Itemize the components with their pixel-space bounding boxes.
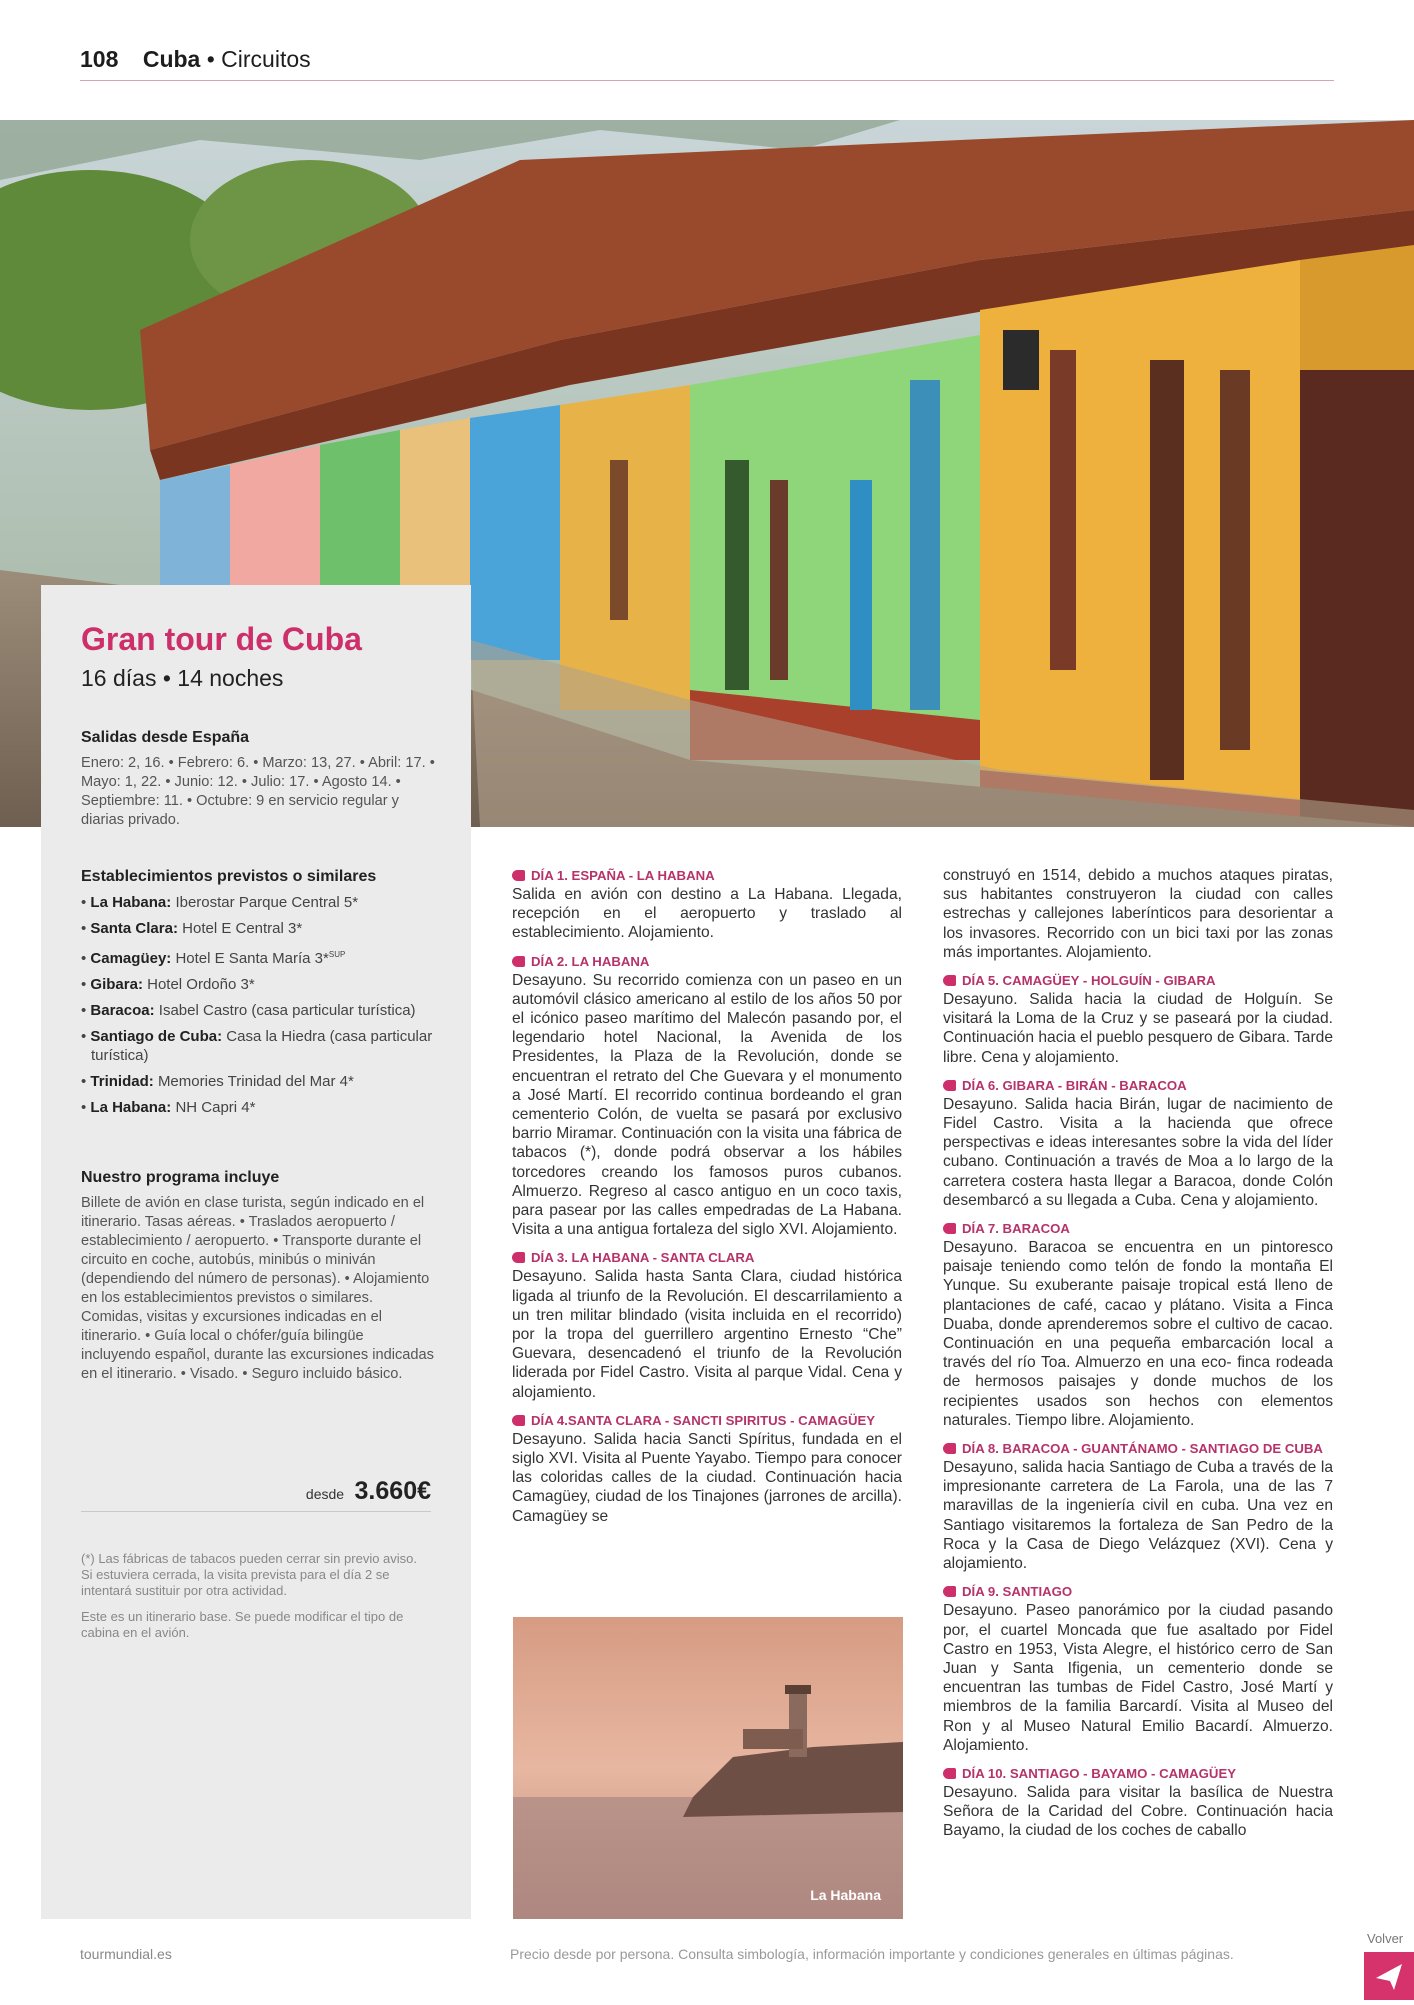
hotel-name: Hotel Ordoño 3* xyxy=(147,976,255,993)
hotel-name: Memories Trinidad del Mar 4* xyxy=(157,1073,354,1090)
havana-photo xyxy=(513,1617,903,1919)
hotel-city: Trinidad: xyxy=(90,1073,154,1090)
day-heading: DÍA 3. LA HABANA - SANTA CLARA xyxy=(512,1248,902,1267)
bullet-tag-icon xyxy=(512,870,525,881)
day-text: Desayuno, salida hacia Santiago de Cuba a través de la impresionante carretera de La Farola, una de las 7 maravillas de la ingeniería civil en cuba. Una vez en Santiago visitaremos la fortaleza de San Pedro de la Roca y la Casa de Diego Velázquez (XVI). Cena y alojamiento. xyxy=(943,1459,1333,1573)
hotels-heading: Establecimientos previstos o similares xyxy=(81,868,377,885)
hotel-city: Santiago de Cuba: xyxy=(90,1028,223,1045)
day-heading: DÍA 9. SANTIAGO xyxy=(943,1582,1333,1601)
itinerary-column-left xyxy=(512,866,902,1535)
price-value: 3.660€ xyxy=(354,1477,431,1505)
day-heading: DÍA 2. LA HABANA xyxy=(512,952,902,971)
morro-castle-illustration xyxy=(513,1617,903,1919)
hotel-name: Isabel Castro (casa particular turística) xyxy=(158,1002,416,1019)
itinerary-column-right xyxy=(943,866,1333,1850)
list-item: • La Habana: NH Capri 4* xyxy=(81,1099,256,1116)
footnote: (*) Las fábricas de tabacos pueden cerrar sin previo aviso. Si estuviera cerrada, la visita prevista para el día 2 se intentará sustituir por otra actividad. xyxy=(81,1551,418,1598)
departures-block xyxy=(81,729,436,830)
includes-block xyxy=(81,1169,436,1384)
tour-duration: 16 días • 14 noches xyxy=(81,665,284,691)
day-text: Desayuno. Salida para visitar la basílica de Nuestra Señora de la Caridad del Cobre. Continuación hacia Bayamo, la ciudad de los coches de caballo xyxy=(943,1783,1333,1840)
day-text: Desayuno. Baracoa se encuentra en un pintoresco paisaje teniendo como telón de fondo la montaña El Yunque. Su exuberante paisaje tropical está lleno de plantaciones de café, cacao y plátano. Visita a Finca Duaba, donde aprenderemos sobre el cultivo de cacao. Continuación en una pequeña embarcación local a través del río Toa. Almuerzo en una eco- finca rodeada de hermosos paisajes y donde muchos de los recipientes usados son hechos con elementos naturales. Tiempo libre. Alojamiento. xyxy=(943,1239,1333,1429)
list-item: • Camagüey: Hotel E Santa María 3*$^{SUP}$ xyxy=(81,950,346,967)
bullet-tag-icon xyxy=(943,1768,956,1779)
list-item: • Santa Clara: Hotel E Central 3* xyxy=(81,920,303,937)
hotel-sup: SUP xyxy=(328,950,346,959)
day-heading: DÍA 4.SANTA CLARA - SANCTI SPIRITUS - CAMAGÜEY xyxy=(512,1411,902,1430)
footnotes-block xyxy=(81,1551,431,1651)
hotel-city: La Habana: xyxy=(90,894,172,911)
header-country: Cuba xyxy=(142,46,201,72)
header-separator: • xyxy=(200,46,222,72)
back-button[interactable] xyxy=(1364,1952,1414,2000)
day-heading: DÍA 1. ESPAÑA - LA HABANA xyxy=(512,866,902,885)
bullet-tag-icon xyxy=(943,1443,956,1454)
hotel-list xyxy=(81,893,436,1117)
day-heading: DÍA 8. BARACOA - GUANTÁNAMO - SANTIAGO DE CUBA xyxy=(943,1439,1333,1458)
photo-caption: La Habana xyxy=(810,1887,881,1903)
footer-disclaimer: Precio desde por persona. Consulta simbología, información importante y condiciones generales en últimas páginas. xyxy=(510,1946,1234,1962)
hotels-block xyxy=(81,868,436,1124)
hotel-name: Iberostar Parque Central 5* xyxy=(175,894,359,911)
day-text: Desayuno. Salida hacia Birán, lugar de nacimiento de Fidel Castro. Visita a la hacienda que ofrece perspectivas e ideas interesantes sobre la vida del líder cubano. Continuación a través de Moa a lo largo de la carretera costera hasta llegar a Baracoa, donde Colón desembarcó a su llegada a Cuba. Cena y alojamiento. xyxy=(943,1095,1333,1209)
departures-text: Enero: 2, 16. • Febrero: 6. • Marzo: 13, 27. • Abril: 17. • Mayo: 1, 22. • Junio: 12. • Julio: 17. • Agosto 14. • Septiembre: 11. • Octubre: 9 en servicio regular y diarias privado. xyxy=(81,755,435,828)
day-text: Desayuno. Salida hacia Sancti Spíritus, fundada en el siglo XVI. Visita al Puente Yayabo. Tiempo para conocer las coloridas calles de la ciudad. Continuación hacia Camagüey, ciudad de los Tinajones (jarrones de arcilla). Camagüey se xyxy=(512,1430,902,1525)
hotel-name: NH Capri 4* xyxy=(175,1099,256,1116)
hotel-city: La Habana: xyxy=(90,1099,172,1116)
bullet-tag-icon xyxy=(943,1080,956,1091)
bullet-tag-icon xyxy=(943,1223,956,1234)
hotel-name: Hotel E Central 3* xyxy=(182,920,303,937)
hotel-name: Casa la Hiedra (casa particular turística) xyxy=(91,1028,433,1064)
day-text: Desayuno. Salida hasta Santa Clara, ciudad histórica ligada al triunfo de la Revolución. El descarrilamiento a un tren militar blindado (visita incluida en el recorrido) por la tropa del guerrillero argentino Ernesto “Che” Guevara, desencadenó el triunfo de la Revolución liderada por Fidel Castro. Visita al parque Vidal. Cena y alojamiento. xyxy=(512,1268,902,1401)
includes-heading: Nuestro programa incluye xyxy=(81,1169,280,1186)
departures-heading: Salidas desde España xyxy=(81,729,250,746)
bullet-tag-icon xyxy=(512,1415,525,1426)
back-arrow-icon xyxy=(1364,1952,1414,2000)
day-text: Desayuno. Paseo panorámico por la ciudad pasando por, el cuartel Moncada que fue asaltado por Fidel Castro en 1953, Vista Alegre, el histórico cerro de San Juan y Santa Ifigenia, un cementerio donde se encuentran las tumbas de Fidel Castro, José Martí y miembros de la familia Barcardí. Visita al Museo del Ron y al Museo Natural Emilio Bacardí. Almuerzo. Alojamiento. xyxy=(943,1602,1333,1754)
day-heading: DÍA 6. GIBARA - BIRÁN - BARACOA xyxy=(943,1076,1333,1095)
day-text: Desayuno. Salida hacia la ciudad de Holguín. Se visitará la Loma de la Cruz y se paseará por la ciudad. Continuación hacia el pueblo pesquero de Gibara. Tarde libre. Cena y alojamiento. xyxy=(943,991,1333,1066)
bullet-tag-icon xyxy=(512,956,525,967)
list-item: • Baracoa: Isabel Castro (casa particular turística) xyxy=(81,1002,416,1019)
hotel-city: Gibara: xyxy=(90,976,143,993)
day-heading: DÍA 5. CAMAGÜEY - HOLGUÍN - GIBARA xyxy=(943,971,1333,990)
includes-text: Billete de avión en clase turista, según indicado en el itinerario. Tasas aéreas. • Traslados aeropuerto / establecimiento / aeropuerto. • Transporte durante el circuito en coche, autobús, minibús o miniván (dependiendo del número de personas). • Alojamiento en los establecimientos previstos o similares. Comidas, visitas y excursiones indicadas en el itinerario. • Guía local o chófer/guía bilingüe incluyendo español, durante las excursiones indicadas en el itinerario. • Visado. • Seguro incluido básico. xyxy=(81,1195,434,1382)
bullet-tag-icon xyxy=(943,1586,956,1597)
list-item: • La Habana: Iberostar Parque Central 5* xyxy=(81,894,359,911)
bullet-tag-icon xyxy=(943,975,956,986)
day-text-continued: construyó en 1514, debido a muchos ataques piratas, sus habitantes construyeron la ciudad con calles estrechas y callejones laberínticos para desorientar a los invasores. Recorrido con un bici taxi por las zonas más importantes. Alojamiento. xyxy=(943,867,1333,961)
price-from-label: desde xyxy=(305,1486,345,1502)
day-text: Desayuno. Su recorrido comienza con un paseo en un automóvil clásico americano al estilo de los años 50 por el icónico paseo marítimo del Malecón pasando por, el legendario hotel Nacional, la Avenida de los Presidentes, la Plaza de la Revolución, donde se encuentran el retrato del Che Guevara y el monumento a José Martí. El recorrido continua bordeando el gran cementerio Colón, de vuelta se pasará por exclusivo barrio Miramar. Continuación con la visita una fábrica de tabacos (*), donde podrá observar a los hábiles torcedores creando los famosos puros cubanos. Almuerzo. Regreso al casco antiguo en un coco taxis, para pasear por las calles empedradas de La Habana. Visita a una antigua fortaleza del siglo XVI. Alojamiento. xyxy=(512,971,902,1239)
list-item: • Santiago de Cuba: Casa la Hiedra (casa particular turística) xyxy=(81,1028,433,1064)
footnote: Este es un itinerario base. Se puede modificar el tipo de cabina en el avión. xyxy=(81,1609,404,1640)
hotel-city: Camagüey: xyxy=(90,950,172,967)
hotel-city: Santa Clara: xyxy=(90,920,178,937)
day-heading: DÍA 7. BARACOA xyxy=(943,1219,1333,1238)
day-text: Salida en avión con destino a La Habana. Llegada, recepción en el aeropuerto y traslado al establecimiento. Alojamiento. xyxy=(512,886,902,942)
page-number: 108 xyxy=(80,46,119,72)
footer-website[interactable]: tourmundial.es xyxy=(80,1946,172,1962)
bullet-tag-icon xyxy=(512,1252,525,1263)
back-label[interactable]: Volver xyxy=(1367,1931,1404,1946)
tour-summary-panel xyxy=(41,585,471,1919)
day-heading: DÍA 10. SANTIAGO - BAYAMO - CAMAGÜEY xyxy=(943,1764,1333,1783)
hotel-name: Hotel E Santa María 3* xyxy=(175,950,329,967)
tour-title: Gran tour de Cuba xyxy=(81,621,362,657)
page-header xyxy=(80,46,1334,81)
header-section: Circuitos xyxy=(221,46,311,72)
list-item: • Trinidad: Memories Trinidad del Mar 4* xyxy=(81,1073,354,1090)
list-item: • Gibara: Hotel Ordoño 3* xyxy=(81,976,255,993)
price-row xyxy=(81,1477,431,1512)
hotel-city: Baracoa: xyxy=(90,1002,155,1019)
